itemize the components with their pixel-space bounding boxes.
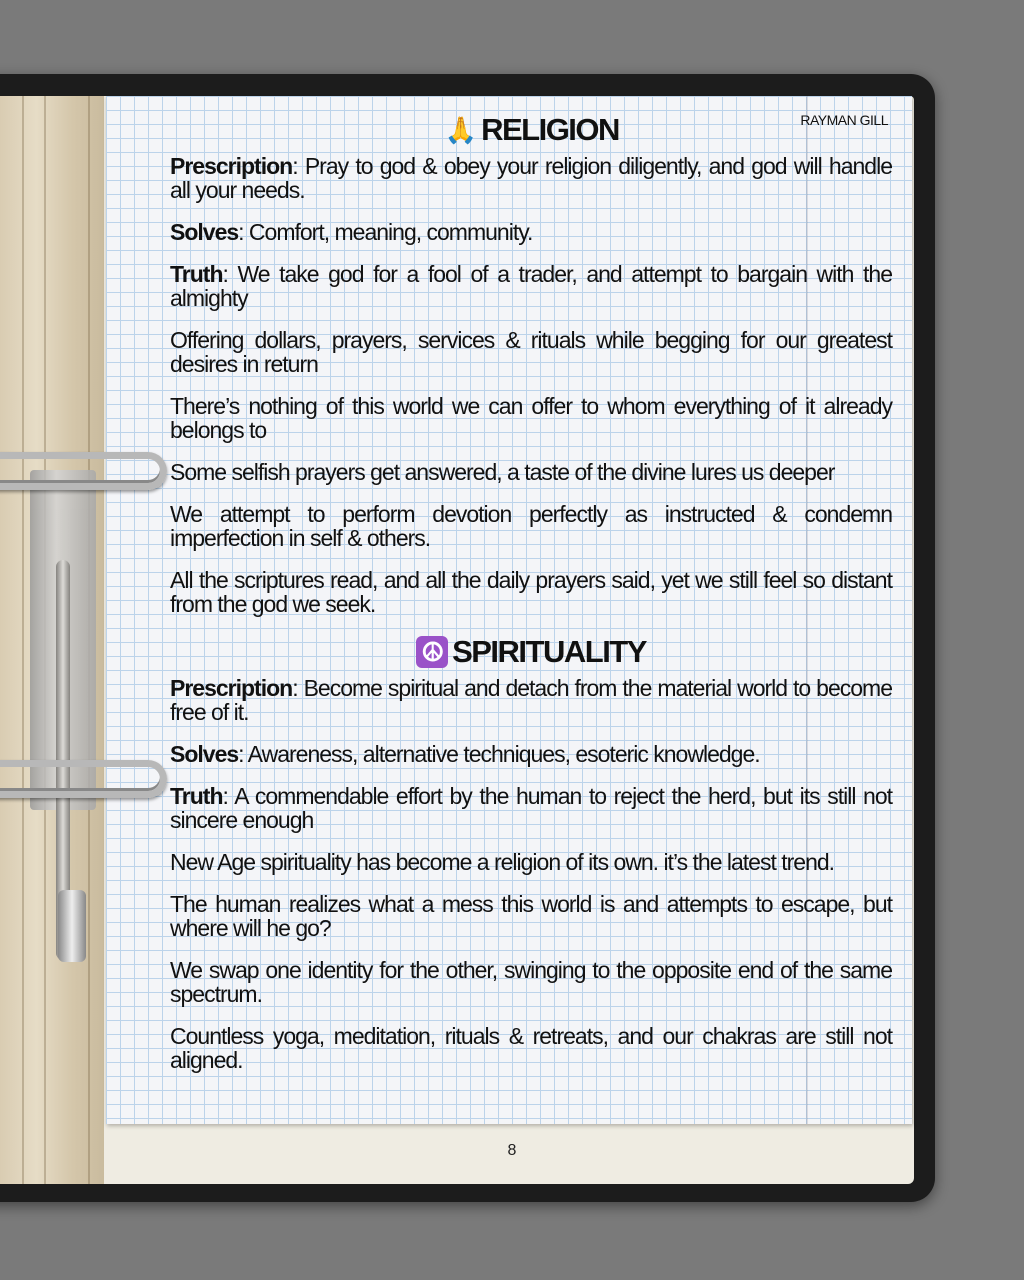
- spirituality-paragraph: The human realizes what a mess this world is and attempts to escape, but where will he go?: [170, 891, 892, 941]
- spirituality-solves: [170, 742, 892, 766]
- binder-ring-bottom: [0, 760, 167, 798]
- page-content: [170, 112, 892, 1090]
- solves-text: : Awareness, alternative techniques, esoteric knowledge.: [238, 741, 760, 767]
- religion-heading: [170, 112, 892, 148]
- religion-truth: [170, 262, 892, 310]
- ring-mechanism-plate: [30, 470, 96, 810]
- binder-lever[interactable]: [58, 890, 86, 962]
- religion-title: RELIGION: [481, 112, 619, 147]
- page-number: 8: [507, 1142, 517, 1159]
- religion-prescription: [170, 154, 892, 202]
- spirituality-paragraph: Countless yoga, meditation, rituals & retreats, and our chakras are still not aligned.: [170, 1023, 892, 1073]
- prescription-text: : Pray to god & obey your religion diligently, and god will handle all your needs.: [170, 153, 892, 203]
- religion-paragraph: There’s nothing of this world we can offer to whom everything of it already belongs to: [170, 393, 892, 443]
- prescription-label: Prescription: [170, 675, 293, 701]
- religion-paragraph: All the scriptures read, and all the daily prayers said, yet we still feel so distant from the god we seek.: [170, 567, 892, 617]
- prescription-text: : Become spiritual and detach from the material world to become free of it.: [170, 675, 892, 725]
- truth-text: : We take god for a fool of a trader, and attempt to bargain with the almighty: [170, 261, 892, 311]
- truth-label: Truth: [170, 261, 223, 287]
- solves-label: Solves: [170, 741, 239, 767]
- folded-hands-icon: 🙏: [444, 115, 476, 145]
- truth-label: Truth: [170, 783, 223, 809]
- spirituality-prescription: [170, 676, 892, 724]
- page-edge: [22, 96, 24, 1184]
- author-name: RAYMAN GILL: [800, 112, 888, 128]
- religion-paragraph: Some selfish prayers get answered, a taste of the divine lures us deeper: [170, 459, 835, 485]
- spirituality-heading: [170, 634, 892, 670]
- spirituality-paragraph: New Age spirituality has become a religion of its own. it’s the latest trend.: [170, 849, 835, 875]
- spirituality-truth: [170, 784, 892, 832]
- peace-symbol-icon: ☮: [416, 636, 448, 668]
- solves-text: : Comfort, meaning, community.: [238, 219, 533, 245]
- spirituality-title: SPIRITUALITY: [452, 634, 646, 669]
- prescription-label: Prescription: [170, 153, 293, 179]
- religion-solves: [170, 220, 892, 244]
- religion-paragraph: Offering dollars, prayers, services & rituals while begging for our greatest desires in return: [170, 327, 892, 377]
- religion-paragraph: We attempt to perform devotion perfectly as instructed & condemn imperfection in self & others.: [170, 501, 892, 551]
- spirituality-paragraph: We swap one identity for the other, swinging to the opposite end of the same spectrum.: [170, 957, 892, 1007]
- solves-label: Solves: [170, 219, 239, 245]
- binder-ring-top: [0, 452, 167, 490]
- truth-text: : A commendable effort by the human to reject the herd, but its still not sincere enough: [170, 783, 892, 833]
